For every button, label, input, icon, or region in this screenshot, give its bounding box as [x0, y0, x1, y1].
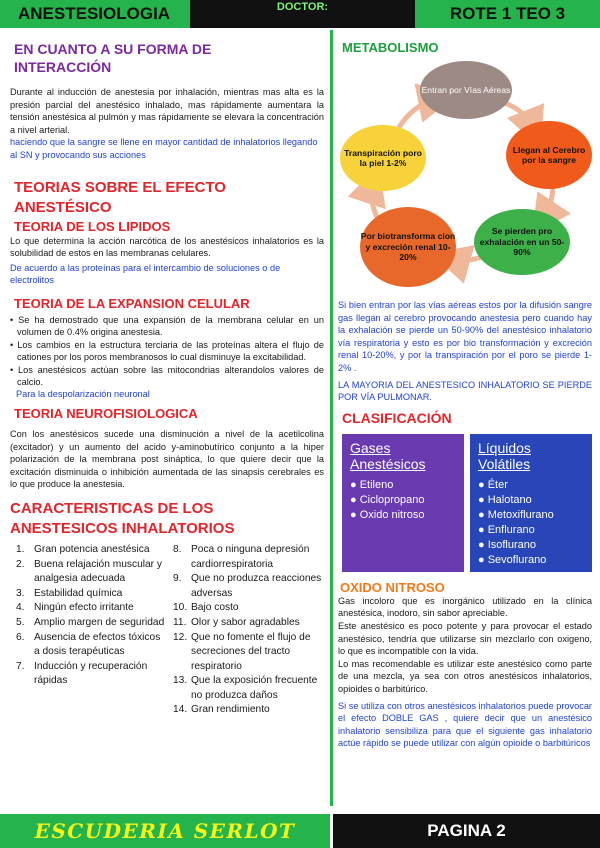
cycle-node-entry: Entran por Vías Aéreas: [420, 61, 512, 119]
list-item: 7. Inducción y recuperación rápidas: [16, 660, 148, 687]
cycle-node-brain: Llegan al Cerebro por la sangre: [506, 121, 592, 189]
list-item: ● Enflurano: [478, 523, 535, 536]
list-item: ● Metoxiflurano: [478, 508, 554, 521]
nitrous-oxide-p3: Lo mas recomendable es utilizar este anestésico como parte de una mezcla, ya sea con otros anestésicos inhalatorios, opioides o barbitúrico.: [338, 658, 592, 694]
list-item: ● Sevoflurano: [478, 553, 547, 566]
expansion-theory-list: [10, 314, 324, 388]
page-number: PAGINA 2: [333, 814, 600, 848]
neuro-theory-title: TEORIA NEUROFISIOLOGICA: [14, 405, 198, 421]
cycle-node-biotransformation: Por biotransforma cion y excreción renal 10-20%: [360, 207, 456, 287]
list-item: 9. Que no produzca reacciones adversas: [173, 573, 322, 599]
list-item: ● Éter: [478, 478, 508, 491]
neuro-theory-body: Con los anestésicos sucede una disminución a nivel de la acetilcolina (excitador) y un aumento del acido y-aminobutírico conjunto a la hiper polarización de la membrana post sináptica, lo que quiere decir que la excitación disminuida o inhibición aumentada de las sinapsis cerebrales es lo que produce la anestesia.: [10, 428, 324, 490]
gases-list: [350, 478, 456, 523]
list-item: 8. Poca o ninguna depresión cardiorrespiratoria: [173, 543, 310, 570]
left-column: [10, 36, 324, 718]
cycle-node-transpiration: Transpiración poro la piel 1-2%: [340, 125, 426, 191]
liquids-box: [470, 434, 592, 572]
list-item: ● Isoflurano: [478, 538, 537, 551]
footer-brand: ESCUDERIA SERLOT: [0, 814, 330, 848]
liquids-list: [478, 478, 584, 568]
top-bar: [0, 0, 600, 28]
metabolism-body: Si bien entran por las vías aéreas estos por la difusión sangre gas llegan al cerebro provocando anestesia pero cuando hay la exhalación se pierde un 50-90% del anestésico inhalatorio vía respiratoria y esto es por bio transformación y excreción renal 10-20%, y por la transpiración por el poro se pierde 1-2% .: [338, 300, 592, 373]
list-item: ● Oxido nitroso: [350, 508, 425, 521]
list-item: 1. Gran potencia anestésica: [16, 543, 150, 555]
list-item: ● Etileno: [350, 478, 394, 491]
theories-title: TEORIAS SOBRE EL EFECTO ANESTÉSICO: [14, 178, 226, 216]
list-item: 6. Ausencia de efectos tóxicos a dosis terapéuticas: [16, 631, 161, 658]
nitrous-oxide-title: OXIDO NITROSO: [340, 579, 445, 595]
nitrous-oxide-p1: Gas incoloro que es inorgánico utilizado en la clínica anestésica, inodoro, sin sabor apreciable.: [338, 595, 592, 619]
list-item: ● Halotano: [478, 493, 532, 506]
list-item: 11. Olor y sabor agradables: [173, 616, 300, 628]
doctor-label: DOCTOR:: [190, 0, 415, 28]
metabolism-title: METABOLISMO: [342, 40, 439, 55]
right-column: [338, 36, 592, 750]
list-item: • Se ha demostrado que una expansión de la membrana celular en un volumen de 0.4% origina anestesia.: [10, 314, 324, 338]
expansion-theory-title: TEORIA DE LA EXPANSION CELULAR: [14, 295, 250, 311]
list-item: 14. Gran rendimiento: [173, 704, 270, 716]
expansion-theory-note: Para la despolarización neuronal: [16, 389, 150, 400]
liquids-title: Líquidos Volátiles: [478, 439, 531, 472]
interaction-body: Durante al inducción de anestesia por inhalación, mientras mas alta es la presión parcial del anestésico inhalado, mas rápidamente aumentara la tensión anestésica al pulmón y mas rápidamente se elevara la concentración a nivel arterial.: [10, 87, 324, 135]
interaction-title: EN CUANTO A SU FORMA DE INTERACCIÓN: [14, 41, 212, 75]
list-item: • Los anestésicos actúan sobre las mitocondrias alterandolos valores de calcio.: [10, 364, 324, 387]
nitrous-oxide-note: Si se utiliza con otros anestésicos inhalatorios puede provocar el efecto DOBLE GAS , quiere decir que un anestésico inhalatorio sensibiliza para que el siguiente gas inhalatorio actúe rápido se puede utilizar con algún opioide o barbitúricos: [338, 700, 592, 749]
list-item: 4. Ningún efecto irritante: [16, 602, 134, 614]
list-item: 2. Buena relajación muscular y analgesia adecuada: [16, 558, 162, 585]
gases-box: [342, 434, 464, 572]
column-divider: [330, 30, 333, 806]
nitrous-oxide-p2: Este anestésico es poco potente y para provocar el estado anestésico, tendría que utilizarse sin mezclarlo con oxigeno, lo que es incompatible con la vida.: [338, 620, 592, 657]
interaction-note: haciendo que la sangre se llene en mayor cantidad de inhalatorios llegando al SN y provocando sus acciones: [10, 137, 318, 160]
lipid-theory-body: Lo que determina la acción narcótica de los anestésicos inhalatorios es la solubilidad de estos en las membranas celulares.: [10, 235, 324, 259]
metabolism-cycle-diagram: [338, 59, 592, 289]
classification-title: CLASIFICACIÓN: [342, 409, 452, 426]
subject-title: ANESTESIOLOGIA: [0, 0, 190, 28]
cycle-node-exhalation: Se pierden pro exhalación en un 50-90%: [474, 209, 570, 275]
list-item: ● Ciclopropano: [350, 493, 425, 506]
list-item: 13. Que la exposición frecuente no produzca daños: [173, 675, 318, 701]
lipid-theory-title: TEORIA DE LOS LIPIDOS: [14, 218, 171, 234]
rotation-label: ROTE 1 TEO 3: [415, 0, 600, 28]
lipid-theory-note: De acuerdo a las proteínas para el intercambio de soluciones o de electrolitos: [10, 262, 281, 286]
gases-title: Gases Anestésicos: [350, 439, 426, 472]
list-item: • Los cambios en la estructura terciaria de las proteínas altera el flujo de cationes por los poros membranosos lo cual disminuye la excitabilidad.: [10, 339, 324, 363]
list-item: 5. Amplio margen de seguridad: [16, 616, 165, 628]
metabolism-note: LA MAYORIA DEL ANESTESICO INHALATORIO SE PIERDE POR VÍA PULMONAR.: [338, 379, 592, 403]
list-item: 3. Estabilidad química: [16, 587, 123, 599]
characteristics-list: [16, 543, 324, 718]
classification-boxes: [338, 434, 592, 572]
characteristics-title: CARACTERISTICAS DE LOS ANESTESICOS INHALATORIOS: [10, 499, 235, 537]
list-item: 12. Que no fomente el flujo de secreciones del tracto respiratorio: [173, 631, 311, 672]
list-item: 10. Bajo costo: [173, 602, 239, 614]
